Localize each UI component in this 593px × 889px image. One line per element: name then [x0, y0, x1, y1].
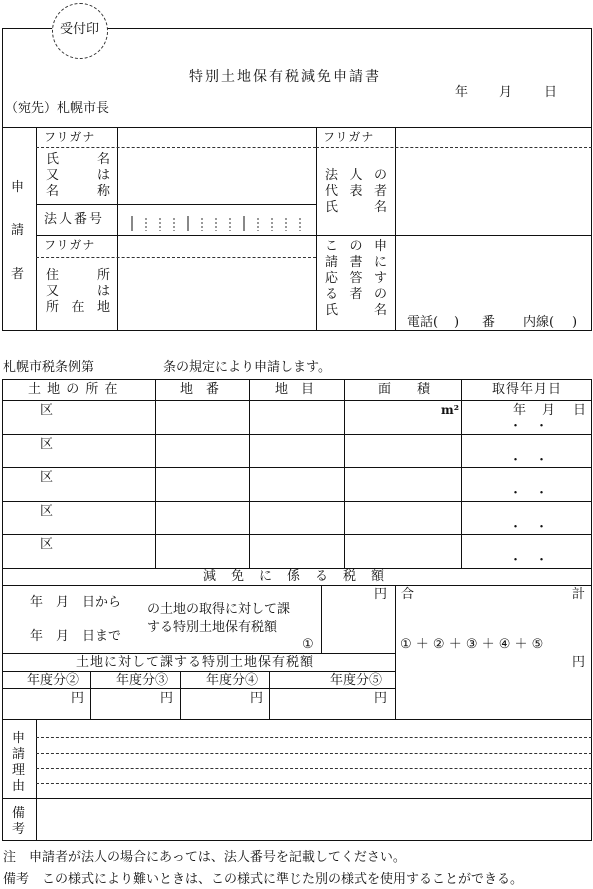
year-yen-2: 円	[71, 691, 85, 706]
tax-desc-2: する特別土地保有税額	[147, 620, 278, 635]
year-label-3: 年度分③	[116, 673, 169, 688]
date-month: 月	[499, 85, 513, 100]
statement-suffix: 条の規定により申請します。	[163, 360, 331, 375]
year-yen-5: 円	[374, 691, 388, 706]
phone-naisen: 内線(	[523, 315, 555, 330]
year-label-4: 年度分④	[206, 673, 259, 688]
row3-date-dots: ・ ・	[509, 486, 549, 501]
phone-label: 電話(	[407, 315, 439, 330]
rep-name-input[interactable]	[396, 148, 591, 234]
applicant-label-3: 者	[11, 267, 25, 282]
row3-ward: 区	[40, 470, 54, 485]
reason-label: 申 請 理 由	[12, 731, 26, 794]
responder-label: こ の 申 請 書 に 応 答 す る 者 の 氏 名	[325, 239, 387, 318]
total-yen: 円	[572, 655, 586, 670]
address-label: 住 所 又 は 所 在 地	[46, 268, 110, 315]
row5-date-dots: ・ ・	[509, 553, 549, 568]
total-label-left: 合	[401, 587, 415, 602]
applicant-label-1: 申	[11, 180, 25, 195]
acq-day: 日	[573, 403, 587, 418]
total-amount-input[interactable]	[396, 670, 591, 718]
total-label-right: 計	[572, 587, 586, 602]
corp-number-field[interactable]	[126, 214, 306, 232]
statement-prefix: 札幌市税条例第	[3, 360, 95, 375]
col-header-category: 地 目	[275, 382, 315, 397]
date-year: 年	[455, 85, 469, 100]
row5-ward: 区	[40, 537, 54, 552]
responder-input[interactable]	[396, 236, 591, 310]
row1-ward: 区	[40, 403, 54, 418]
name-label: 氏 名 又 は 名 称	[46, 152, 110, 199]
tax-yen-1: 円	[374, 587, 388, 602]
row4-ward: 区	[40, 504, 54, 519]
col-header-lot: 地 番	[180, 382, 220, 397]
total-formula: ① ＋ ② ＋ ③ ＋ ④ ＋ ⑤	[400, 637, 544, 652]
corp-number-label: 法人番号	[44, 212, 105, 227]
col-header-location: 土 地 の 所 在	[28, 382, 119, 397]
reception-stamp-label: 受付印	[60, 22, 100, 37]
col-header-area: 面 積	[378, 382, 431, 397]
period-from: 年 月 日から	[30, 595, 122, 610]
tax-desc-1: の土地の取得に対して課	[147, 602, 291, 617]
applicant-label-2: 請	[11, 223, 25, 238]
year-yen-4: 円	[250, 691, 264, 706]
date-day: 日	[544, 85, 558, 100]
phone-ban: 番	[482, 315, 496, 330]
notes-input[interactable]	[37, 799, 591, 840]
acq-month: 月	[542, 403, 556, 418]
tax-mark-1: ①	[302, 637, 314, 652]
col-header-acq-date: 取得年月日	[492, 382, 563, 397]
reduction-header: 減 免 に 係 る 税 額	[203, 569, 386, 584]
corp-number-digit-boxes	[126, 214, 306, 232]
address-input[interactable]	[118, 258, 315, 330]
footer-note-2: 備考 この様式により難いときは、この様式に準じた別の様式を使用することができる。	[3, 872, 524, 887]
acq-year: 年	[513, 403, 527, 418]
rep-name-label: 法 人 の 代 表 者 氏 名	[325, 168, 387, 215]
furigana-label: フリガナ	[44, 130, 96, 144]
phone-close: )	[454, 315, 460, 330]
address-furigana-label: フリガナ	[44, 238, 96, 252]
row1-date-dots: ・ ・	[509, 419, 549, 434]
reason-input[interactable]	[37, 720, 591, 797]
row2-date-dots: ・ ・	[509, 453, 549, 468]
rep-furigana-label: フリガナ	[323, 130, 375, 144]
footer-note-1: 注 申請者が法人の場合にあっては、法人番号を記載してください。	[3, 850, 406, 865]
area-unit: m²	[441, 403, 459, 417]
row2-ward: 区	[40, 437, 54, 452]
year-yen-3: 円	[160, 691, 174, 706]
addressee: （宛先）札幌市長	[5, 101, 110, 116]
period-to: 年 月 日まで	[30, 629, 122, 644]
name-input[interactable]	[118, 148, 315, 203]
year-label-2: 年度分②	[27, 673, 80, 688]
form-title: 特別土地保有税減免申請書	[189, 69, 381, 85]
tax-amount-1-input[interactable]	[322, 600, 394, 652]
phone-naisen-close: )	[572, 315, 578, 330]
notes-label: 備 考	[12, 806, 26, 837]
land-tax-header: 土地に対して課する特別土地保有税額	[76, 655, 315, 670]
row4-date-dots: ・ ・	[509, 520, 549, 535]
year-label-5: 年度分⑤	[330, 673, 383, 688]
